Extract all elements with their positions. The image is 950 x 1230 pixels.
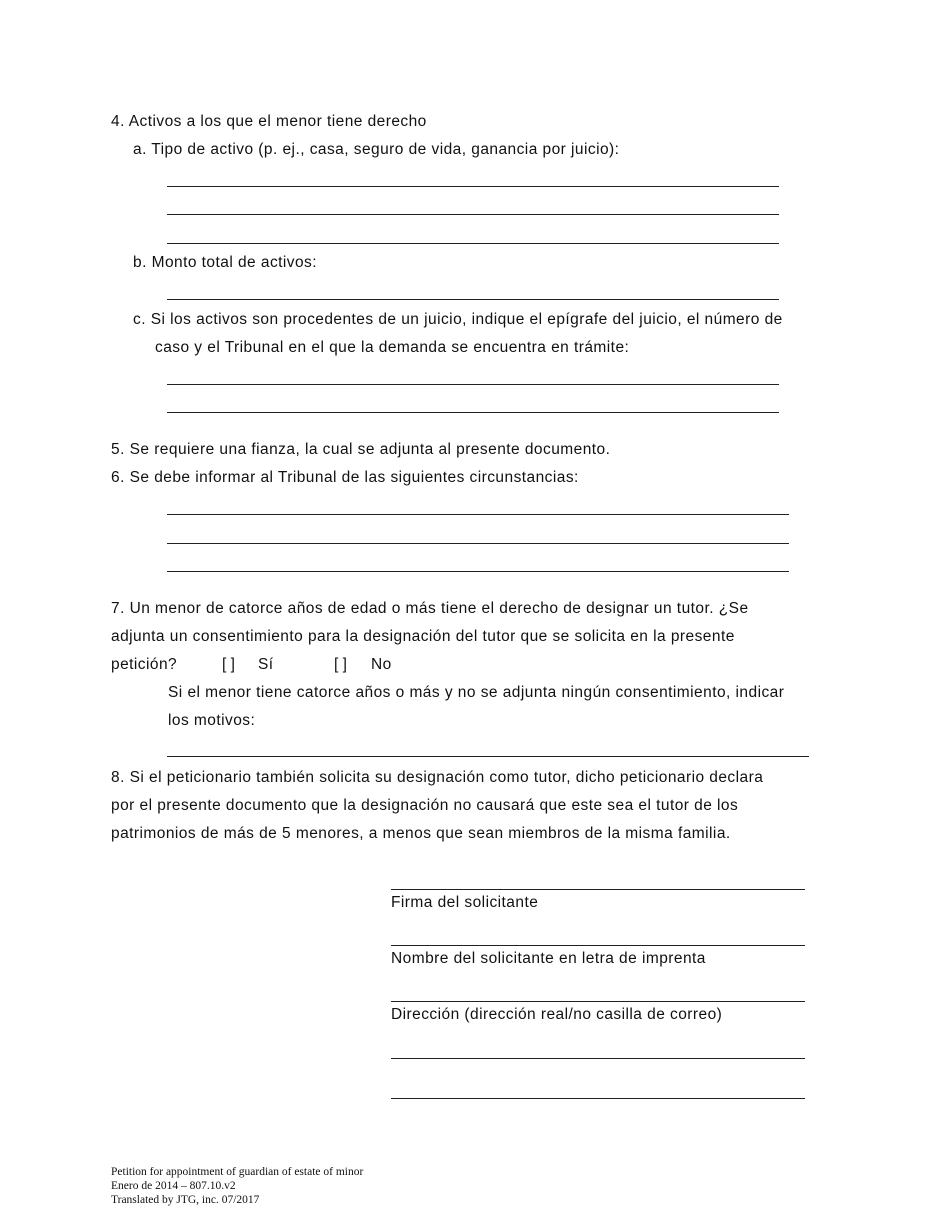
section-7-question-end: petición? (111, 656, 178, 673)
asset-type-line-3[interactable] (167, 243, 779, 244)
footer-form-version: Enero de 2014 – 807.10.v2 (111, 1180, 236, 1192)
signature-line[interactable] (391, 889, 805, 890)
section-8-line-1: 8. Si el peticionario también solicita su designación como tutor, dicho peticionario declara (111, 769, 764, 786)
judgment-info-line-2[interactable] (167, 412, 779, 413)
reasons-line[interactable] (167, 756, 809, 757)
section-6-text: 6. Se debe informar al Tribunal de las siguientes circunstancias: (111, 469, 579, 486)
asset-type-line-2[interactable] (167, 214, 779, 215)
yes-label: Sí (258, 656, 274, 673)
asset-type-line-1[interactable] (167, 186, 779, 187)
no-checkbox[interactable]: [ ] (334, 656, 347, 673)
footer-translation-credit: Translated by JTG, inc. 07/2017 (111, 1194, 260, 1206)
printed-name-label: Nombre del solicitante en letra de imprenta (391, 950, 706, 967)
address-line-2[interactable] (391, 1058, 805, 1059)
address-line-1[interactable] (391, 1001, 805, 1002)
address-label: Dirección (dirección real/no casilla de correo) (391, 1006, 723, 1023)
section-4a-label: a. Tipo de activo (p. ej., casa, seguro de vida, ganancia por juicio): (133, 141, 620, 158)
section-7-reason-line-2: los motivos: (168, 712, 256, 729)
total-assets-line[interactable] (167, 299, 779, 300)
section-8-line-3: patrimonios de más de 5 menores, a menos que sean miembros de la misma familia. (111, 825, 731, 842)
section-8-line-2: por el presente documento que la designación no causará que este sea el tutor de los (111, 797, 739, 814)
signature-label: Firma del solicitante (391, 894, 539, 911)
no-label: No (371, 656, 392, 673)
printed-name-line[interactable] (391, 945, 805, 946)
circumstances-line-2[interactable] (167, 543, 789, 544)
section-7-line-1: 7. Un menor de catorce años de edad o más tiene el derecho de designar un tutor. ¿Se (111, 600, 749, 617)
section-4-heading: 4. Activos a los que el menor tiene derecho (111, 113, 427, 130)
section-5-text: 5. Se requiere una fianza, la cual se adjunta al presente documento. (111, 441, 611, 458)
yes-checkbox[interactable]: [ ] (222, 656, 235, 673)
judgment-info-line-1[interactable] (167, 384, 779, 385)
footer-form-title: Petition for appointment of guardian of estate of minor (111, 1166, 364, 1178)
section-7-line-2: adjunta un consentimiento para la designación del tutor que se solicita en la presente (111, 628, 735, 645)
section-4c-label-line-1: c. Si los activos son procedentes de un juicio, indique el epígrafe del juicio, el número de (133, 311, 783, 328)
circumstances-line-1[interactable] (167, 514, 789, 515)
address-line-3[interactable] (391, 1098, 805, 1099)
section-7-reason-line-1: Si el menor tiene catorce años o más y no se adjunta ningún consentimiento, indicar (168, 684, 785, 701)
section-4c-label-line-2: caso y el Tribunal en el que la demanda se encuentra en trámite: (155, 339, 630, 356)
section-4b-label: b. Monto total de activos: (133, 254, 318, 271)
circumstances-line-3[interactable] (167, 571, 789, 572)
